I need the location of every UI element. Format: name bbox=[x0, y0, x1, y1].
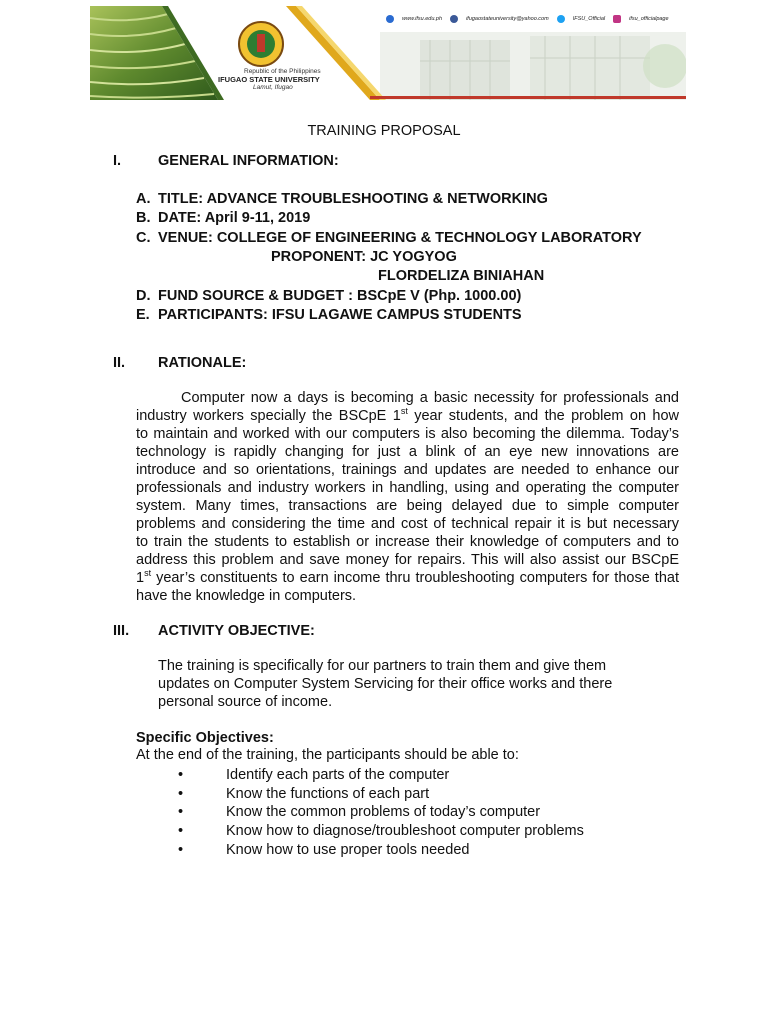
list-item: Know the functions of each part bbox=[226, 786, 430, 802]
list-item: Know the common problems of today’s computer bbox=[226, 804, 541, 820]
item-a-letter: A. bbox=[136, 191, 151, 207]
section1-number: I. bbox=[113, 153, 122, 169]
item-e-text: PARTICIPANTS: IFSU LAGAWE CAMPUS STUDENTS bbox=[158, 307, 522, 323]
rationale-line: system. Many times, transactions are being delayed due to simple computer bbox=[136, 498, 679, 514]
proponent-line2: FLORDELIZA BINIAHAN bbox=[378, 268, 545, 284]
item-c-letter: C. bbox=[136, 230, 151, 246]
rationale-line: problems and considering the time and cost of technical repair it is but necessary bbox=[136, 516, 679, 532]
item-a-text: TITLE: ADVANCE TROUBLESHOOTING & NETWORKING bbox=[158, 191, 548, 207]
item-e-letter: E. bbox=[136, 307, 150, 323]
rationale-line: industry workers specially the BSCpE 1st year students, and the problem on how bbox=[136, 406, 679, 424]
header-location: Lamut, Ifugao bbox=[253, 84, 293, 91]
rationale-line: to maintain and worked with our computers is also becoming the dilemma. Today’s bbox=[136, 426, 679, 442]
section1-heading: GENERAL INFORMATION: bbox=[158, 153, 339, 169]
list-item: Know how to diagnose/troubleshoot computer problems bbox=[226, 823, 584, 839]
bullet-marker: • bbox=[178, 767, 184, 783]
item-c-text: VENUE: COLLEGE OF ENGINEERING & TECHNOLOGY LABORATORY bbox=[158, 230, 642, 246]
rationale-paragraph bbox=[136, 389, 679, 605]
header-university: IFUGAO STATE UNIVERSITY bbox=[218, 75, 320, 84]
website-link[interactable]: www.ifsu.edu.ph bbox=[402, 16, 443, 22]
rationale-line: professionals and industry workers in handling, using and operating the computer bbox=[136, 480, 679, 496]
item-b-letter: B. bbox=[136, 210, 151, 226]
section2-number: II. bbox=[113, 355, 126, 371]
proponent-line1: PROPONENT: JC YOGYOG bbox=[271, 249, 457, 265]
rationale-line: Computer now a days is becoming a basic necessity for professionals and bbox=[181, 390, 679, 406]
list-item: Identify each parts of the computer bbox=[226, 767, 450, 783]
header-republic: Republic of the Philippines bbox=[244, 68, 321, 75]
rationale-line: address this problem and save money for repairs. This will also assist our BSCpE bbox=[136, 552, 679, 568]
rationale-line: 1st year’s constituents to earn income thru troubleshooting computers for those that bbox=[136, 568, 679, 586]
section3-heading: ACTIVITY OBJECTIVE: bbox=[158, 623, 315, 639]
objective-line: updates on Computer System Servicing for their office works and there bbox=[158, 676, 613, 692]
rationale-line: to train the students to establish or increase their knowledge of computers and to bbox=[136, 534, 679, 550]
bullet-marker: • bbox=[178, 786, 184, 802]
rationale-line: have the knowledge in computers. bbox=[136, 588, 357, 604]
twitter-handle[interactable]: IFSU_Official bbox=[572, 16, 606, 22]
bullet-marker: • bbox=[178, 823, 184, 839]
list-item: Know how to use proper tools needed bbox=[226, 842, 470, 858]
section3-number: III. bbox=[113, 623, 130, 639]
document-title: TRAINING PROPOSAL bbox=[307, 123, 461, 139]
specific-objectives-intro: At the end of the training, the participants should be able to: bbox=[136, 747, 519, 763]
rationale-line: technology is rapidly changing for just a blink of an eye new innovations are bbox=[136, 444, 679, 460]
bullet-marker: • bbox=[178, 842, 184, 858]
instagram-handle[interactable]: ifsu_officialpage bbox=[629, 16, 669, 22]
section2-heading: RATIONALE: bbox=[158, 355, 247, 371]
item-b-text: DATE: April 9-11, 2019 bbox=[158, 210, 311, 226]
objective-line: personal source of income. bbox=[158, 694, 333, 710]
email-link[interactable]: ifugaostateuniversity@yahoo.com bbox=[466, 16, 549, 22]
bullet-marker: • bbox=[178, 804, 184, 820]
specific-objectives-heading: Specific Objectives: bbox=[136, 730, 274, 746]
rationale-line: introduce and so orientations, trainings and updates are needed to enhance our bbox=[136, 462, 679, 478]
item-d-letter: D. bbox=[136, 288, 151, 304]
objective-line: The training is specifically for our partners to train them and give them bbox=[158, 658, 607, 674]
item-d-text: FUND SOURCE & BUDGET : BSCpE V (Php. 1000.00) bbox=[158, 288, 522, 304]
